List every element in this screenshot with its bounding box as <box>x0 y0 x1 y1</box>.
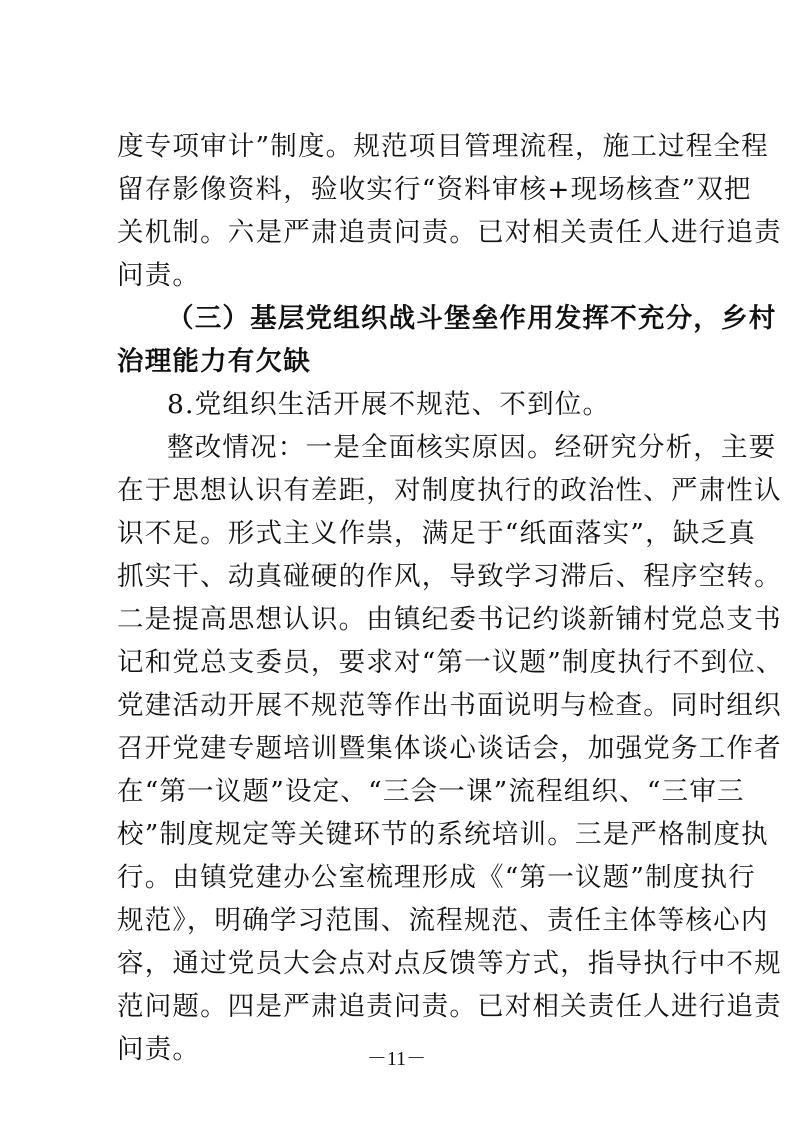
text-line: 召开党建专题培训暨集体谈心谈话会，加强党务工作者 <box>117 733 782 764</box>
text-line: 问责。 <box>117 260 201 291</box>
text-line: 留存影像资料，验收实行“资料审核+现场核查”双把 <box>117 174 752 205</box>
text-line: 容，通过党员大会点对点反馈等方式，指导执行中不规 <box>117 948 782 979</box>
text-line: 在于思想认识有差距，对制度执行的政治性、严肃性认 <box>117 475 782 506</box>
text-line: 记和党总支委员，要求对“第一议题”制度执行不到位、 <box>117 647 784 678</box>
section-heading-line: （三）基层党组织战斗堡垒作用发挥不充分，乡村 <box>167 303 777 334</box>
text-line: 抓实干、动真碰硬的作风，导致学习滞后、程序空转。 <box>117 561 782 592</box>
text-line: 二是提高思想认识。由镇纪委书记约谈新铺村党总支书 <box>117 604 782 635</box>
text-line: 在“第一议题”设定、“三会一课”流程组织、“三审三 <box>117 776 745 807</box>
item-heading: 8.党组织生活开展不规范、不到位。 <box>167 389 611 420</box>
text-line: 整改情况：一是全面核实原因。经研究分析，主要 <box>167 432 777 463</box>
text-line: 问责。 <box>117 1034 201 1065</box>
section-heading-line: 治理能力有欠缺 <box>117 346 311 377</box>
page-number: －11－ <box>366 1048 427 1070</box>
text-line: 识不足。形式主义作祟，满足于“纸面落实”，缺乏真 <box>117 518 756 549</box>
text-line: 党建活动开展不规范等作出书面说明与检查。同时组织 <box>117 690 782 721</box>
text-line: 关机制。六是严肃追责问责。已对相关责任人进行追责 <box>117 217 782 248</box>
text-line: 规范》，明确学习范围、流程规范、责任主体等核心内 <box>117 905 769 936</box>
text-line: 校”制度规定等关键环节的系统培训。三是严格制度执 <box>117 819 769 850</box>
text-line: 度专项审计”制度。规范项目管理流程，施工过程全程 <box>117 131 769 162</box>
text-line: 范问题。四是严肃追责问责。已对相关责任人进行追责 <box>117 991 782 1022</box>
text-line: 行。由镇党建办公室梳理形成《“第一议题”制度执行 <box>117 862 756 893</box>
